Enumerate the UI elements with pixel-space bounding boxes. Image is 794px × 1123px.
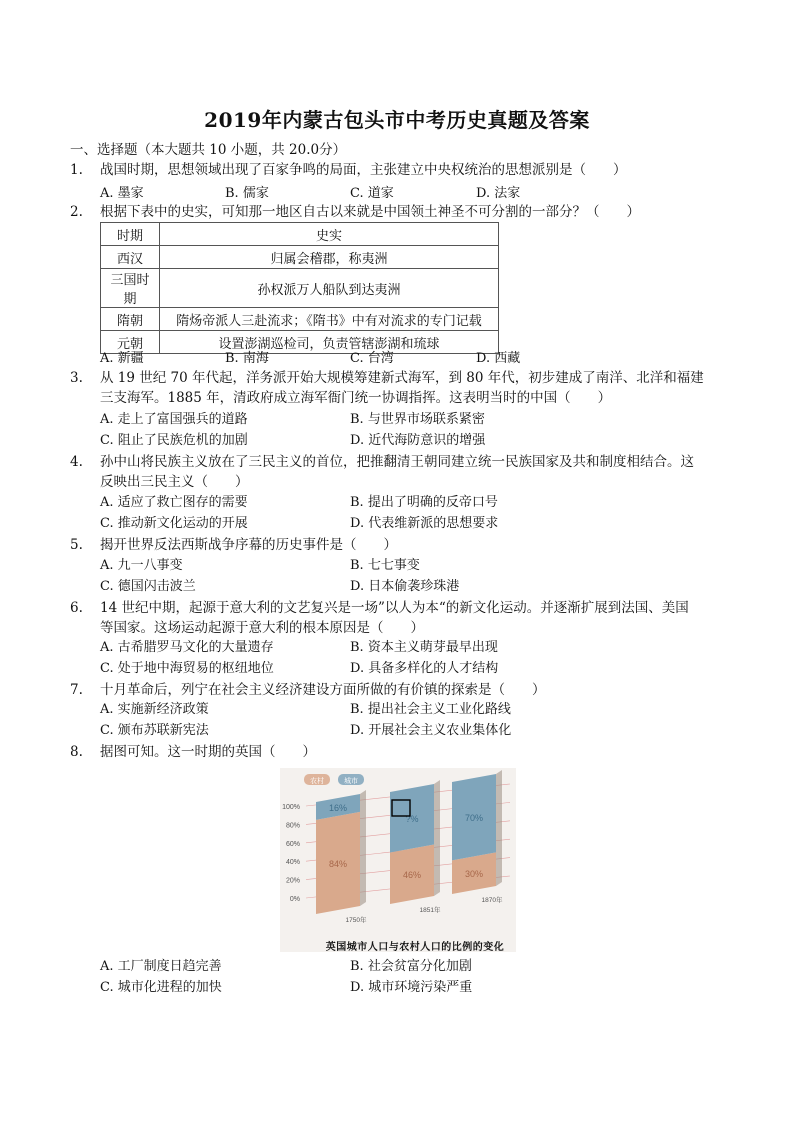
question-7 [70,680,730,700]
question-stem-cont: 三支海军。1885 年，清政府成立海军衙门统一协调指挥。这表明当时的中国（ ） [100,390,612,406]
table-cell: 隋炀帝派人三赴流求；《隋书》中有对流求的专门记载 [160,308,499,331]
question-stem-cont: 反映出三民主义（ ） [100,474,249,490]
option-c[interactable]: C. 台湾 [350,351,394,366]
question-stem: 从 19 世纪 70 年代起，洋务派开始大规模筹建新式海军，到 80 年代，初步建成了南洋、北洋和福建 [100,370,704,386]
table-cell: 归属会稽郡，称夷洲 [160,246,499,269]
y-tick-label: 80% [285,822,300,830]
table-cell: 设置澎湖巡检司，负责管辖澎湖和琉球 [160,331,499,354]
question-6 [70,598,730,638]
options-q1 [100,182,730,202]
data-label-rural: 46% [402,870,422,881]
table-cell: 西汉 [101,246,160,269]
bar-side [496,770,502,886]
option-a[interactable]: A. 新疆 [100,351,144,366]
question-number: 6. [70,600,83,616]
question-number: 5. [70,537,83,553]
option-c[interactable]: C. 道家 [350,186,394,201]
question-number: 1. [70,162,83,178]
question-stem: 据图可知。这一时期的英国（ ） [100,744,316,760]
data-label-urban: 70% [464,813,484,824]
option-d[interactable]: D. 代表维新派的思想要求 [350,515,499,531]
bar-side [434,780,440,896]
option-c[interactable]: C. 颁布苏联新宪法 [100,722,209,738]
table-cell: 隋朝 [101,308,160,331]
chart-caption: 英国城市人口与农村人口的比例的变化 [325,942,505,953]
option-b[interactable]: B. 七七事变 [350,558,420,573]
population-chart [280,768,516,952]
option-a[interactable]: A. 古希腊罗马文化的大量遗存 [100,640,274,655]
y-tick-label: 20% [285,877,300,885]
question-number: 8. [70,744,83,760]
question-number: 4. [70,454,83,470]
question-stem: 孙中山将民族主义放在了三民主义的首位，把推翻清王朝同建立统一民族国家及共和制度相结合。这 [100,454,694,470]
option-b[interactable]: B. 社会贫富分化加剧 [350,959,472,974]
options-q2 [100,347,730,367]
question-2 [70,202,730,222]
options-q8 [100,957,730,998]
page-title: 2019年内蒙古包头市中考历史真题及答案 [204,108,590,132]
question-8 [70,742,730,762]
y-tick-label: 40% [285,859,300,867]
option-d[interactable]: D. 具备多样化的人才结构 [350,660,499,676]
data-label-urban: 16% [328,802,348,813]
options-q4 [100,493,730,534]
question-stem: 14 世纪中期，起源于意大利的文艺复兴是一场”以人为本“的新文化运动。并逐渐扩展到法国、美国 [100,600,689,616]
option-c[interactable]: C. 德国闪击波兰 [100,578,196,594]
table-row [101,246,499,269]
question-stem: 十月革命后，列宁在社会主义经济建设方面所做的有价镇的探索是（ ） [100,682,546,698]
option-d[interactable]: D. 日本偷袭珍珠港 [350,578,460,594]
bar-side [360,790,366,906]
option-c[interactable]: C. 处于地中海贸易的枢纽地位 [100,660,274,676]
y-tick-label: 60% [285,840,300,848]
option-b[interactable]: B. 资本主义萌芽最早出现 [350,640,498,655]
question-stem: 揭开世界反法西斯战争序幕的历史事件是（ ） [100,537,397,553]
table-cell: 元朝 [101,331,160,354]
question-stem: 战国时期，思想领域出现了百家争鸣的局面，主张建立中央权统治的思想派别是（ ） [100,162,627,178]
option-c[interactable]: C. 阻止了民族危机的加剧 [100,432,248,448]
data-label-rural: 84% [328,858,348,869]
option-c[interactable]: C. 推动新文化运动的开展 [100,515,248,531]
option-d[interactable]: D. 开展社会主义农业集体化 [350,722,512,738]
table-header-row [101,223,499,246]
options-q7 [100,700,730,741]
option-b[interactable]: B. 提出社会主义工业化路线 [350,702,511,717]
question-4 [70,452,730,492]
question-number: 3. [70,370,83,386]
option-a[interactable]: A. 走上了富国强兵的道路 [100,412,248,427]
table-header-cell: 史实 [160,223,499,246]
table-row [101,269,499,308]
question-number: 7. [70,682,83,698]
options-q5 [100,556,730,597]
option-b[interactable]: B. 儒家 [225,186,269,201]
question-stem: 根据下表中的史实，可知那一地区自古以来就是中国领土神圣不可分割的一部分？（ ） [100,204,640,220]
question-number: 2. [70,204,83,220]
x-tick-label: 1750年 [345,917,367,924]
option-d[interactable]: D. 近代海防意识的增强 [350,432,486,448]
history-table [100,222,499,354]
table-row [101,308,499,331]
option-a[interactable]: A. 实施新经济政策 [100,702,209,717]
question-3 [70,368,730,408]
options-q6 [100,638,730,679]
x-tick-label: 1870年 [481,897,503,904]
y-tick-label: 0% [289,896,300,903]
option-a[interactable]: A. 九一八事变 [100,558,183,573]
table-cell: 孙权派万人船队到达夷洲 [160,269,499,308]
section-heading: 一、选择题（本大题共 10 小题，共 20.0分） [70,142,347,158]
data-label-rural: 30% [464,869,484,880]
option-d[interactable]: D. 西藏 [476,351,521,366]
y-tick-label: 100% [282,804,300,811]
option-a[interactable]: A. 工厂制度日趋完善 [100,959,222,974]
legend-label: 城市 [344,778,358,785]
table-header-cell: 时期 [101,223,160,246]
question-stem-cont: 等国家。这场运动起源于意大利的根本原因是（ ） [100,620,424,636]
table-cell: 三国时期 [101,269,160,308]
legend-label: 农村 [310,778,324,785]
option-d[interactable]: D. 法家 [476,186,521,201]
option-d[interactable]: D. 城市环境污染严重 [350,979,473,995]
data-label-urban: ?% [405,814,419,825]
question-5 [70,535,730,555]
x-tick-label: 1851年 [419,907,441,914]
option-b[interactable]: B. 与世界市场联系紧密 [350,412,485,427]
question-1 [70,160,730,180]
option-b[interactable]: B. 南海 [225,351,269,366]
option-b[interactable]: B. 提出了明确的反帝口号 [350,495,498,510]
option-a[interactable]: A. 墨家 [100,186,144,201]
option-a[interactable]: A. 适应了救亡图存的需要 [100,495,248,510]
option-c[interactable]: C. 城市化进程的加快 [100,979,222,995]
chart-svg [280,768,516,952]
options-q3 [100,410,730,451]
